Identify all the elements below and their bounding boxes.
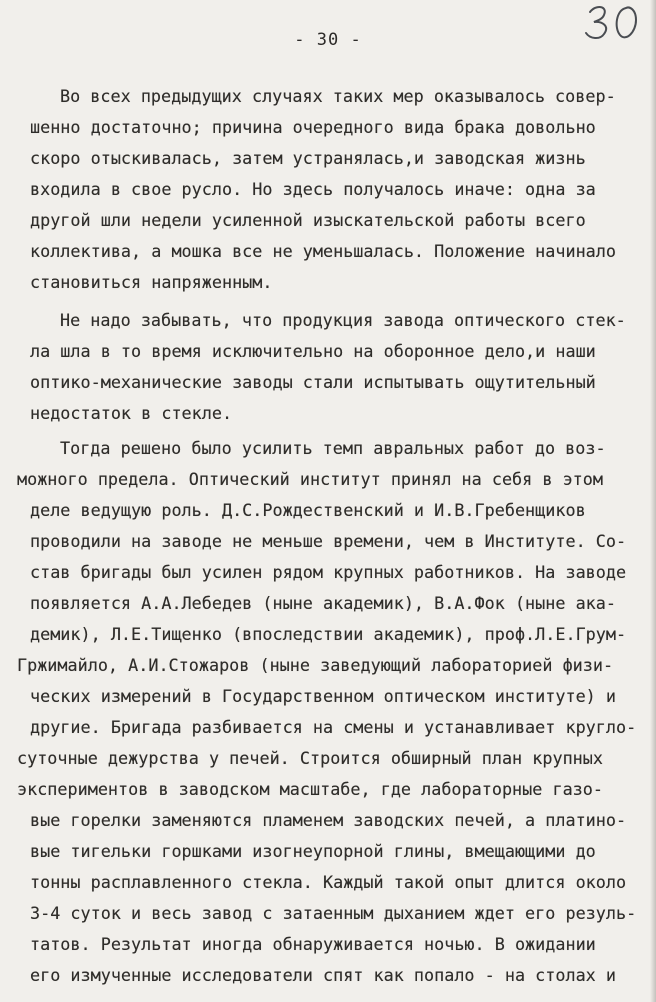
text-line: Не надо забывать, что продукция завода оптического стек- (60, 310, 626, 330)
text-line: входила в свое русло. Но здесь получалось иначе: одна за (30, 179, 596, 199)
text-line: становиться напряженным. (30, 272, 273, 292)
text-line: проводили на заводе не меньше времени, чем в Институте. Со- (30, 531, 627, 551)
text-line: его измученные исследователи спят как попало - на столах и (30, 965, 616, 985)
text-line: Тогда решено было усилить темп авральных работ до воз- (60, 438, 606, 458)
text-line: экспериментов в заводском масштабе, где лабораторные газо- (17, 779, 603, 799)
text-line: деле ведущую роль. Д.С.Рождественский и И.В.Гребенщиков (30, 500, 586, 520)
text-line: ческих измерений в Государственном оптическом институте) и (30, 686, 616, 706)
page-edge-shadow (650, 0, 656, 1002)
text-line: суточные дежурства у печей. Строится обширный план крупных (17, 748, 603, 768)
text-line: коллектива, а мошка все не уменьшалась. Положение начинало (30, 241, 616, 261)
text-line: появляется А.А.Лебедев (ныне академик), В.А.Фок (ныне ака- (30, 593, 616, 613)
text-line: став бригады был усилен рядом крупных работников. На заводе (30, 562, 627, 582)
text-line: недостаток в стекле. (30, 403, 233, 423)
text-line: тонны расплавленного стекла. Каждый такой опыт длится около (30, 872, 627, 892)
text-line: татов. Результат иногда обнаруживается ночью. В ожидании (30, 934, 596, 954)
text-line: вые тигельки горшками изогнеупорной глины, вмещающими до (30, 841, 596, 861)
text-line: скоро отыскивалась, затем устранялась,и заводская жизнь (30, 148, 586, 168)
text-line: Гржимайло, А.И.Стожаров (ныне заведующий лабораторией физи- (17, 655, 614, 675)
text-line: другие. Бригада разбивается на смены и устанавливает кругло- (30, 717, 637, 737)
text-line: оптико-механические заводы стали испытывать ощутительный (30, 372, 596, 392)
text-line: ла шла в то время исключительно на оборонное дело,и наши (30, 341, 596, 361)
handwritten-page-number (582, 2, 644, 44)
text-line: демик), Л.Е.Тищенко (впоследствии академик), проф.Л.Е.Грум- (30, 624, 627, 644)
text-line: можного предела. Оптический институт принял на себя в этом (17, 469, 603, 489)
text-line: шенно достаточно; причина очередного вида брака довольно (30, 117, 596, 137)
text-line: 3-4 суток и весь завод с затаенным дыханием ждет его резуль- (30, 903, 637, 923)
text-line: Во всех предыдущих случаях таких мер оказывалось совер- (60, 86, 616, 106)
text-line: вые горелки заменяются пламенем заводских печей, а платино- (30, 810, 627, 830)
page-number: - 30 - (294, 30, 362, 50)
text-line: другой шли недели усиленной изыскательской работы всего (30, 210, 586, 230)
